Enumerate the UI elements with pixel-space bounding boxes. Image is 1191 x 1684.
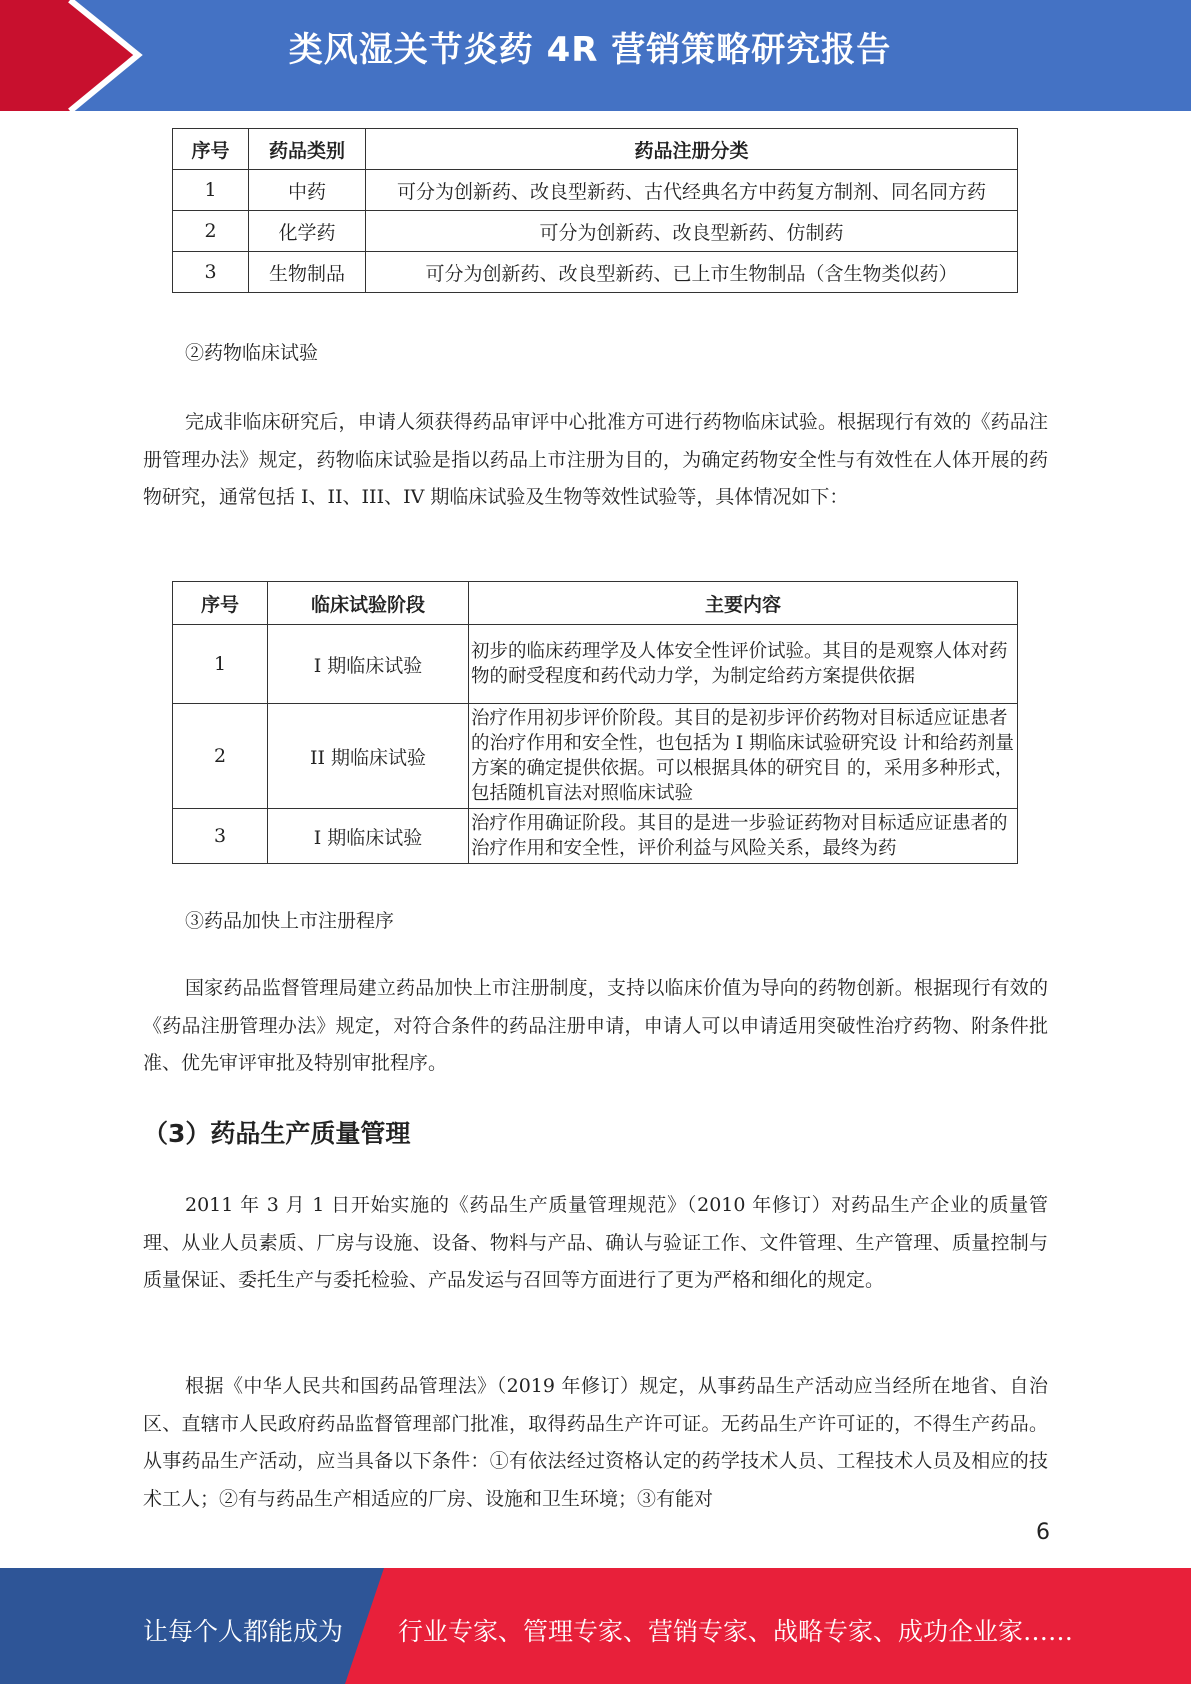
table-cell: 初步的临床药理学及人体安全性评价试验。其目的是观察人体对药物的耐受程度和药代动力学，为制定给药方案提供依据: [469, 625, 1018, 704]
table-row: [173, 252, 1018, 293]
clinical-trials-subheading: ②药物临床试验: [185, 342, 319, 364]
clinical-trials-paragraph: 完成非临床研究后，申请人须获得药品审评中心批准方可进行药物临床试验。根据现行有效的《药品注册管理办法》规定，药物临床试验是指以药品上市注册为目的，为确定药物安全性与有效性在人体开展的药物研究，通常包括 I、II、III、IV 期临床试验及生物等效性试验等，具体情况如下：: [143, 411, 1048, 508]
drug-registration-table: [172, 128, 1018, 293]
column-header: 药品类别: [249, 129, 366, 170]
table-cell: 生物制品: [249, 252, 366, 293]
clinical-trial-phases-table: [172, 581, 1018, 864]
column-header: 临床试验阶段: [268, 582, 469, 625]
column-header: 序号: [173, 582, 268, 625]
column-header: 主要内容: [469, 582, 1018, 625]
table-cell: 2: [173, 704, 268, 809]
table-cell: II 期临床试验: [268, 704, 469, 809]
table-cell: 可分为创新药、改良型新药、仿制药: [366, 211, 1018, 252]
page-number: 6: [1036, 1520, 1050, 1545]
drug-law-paragraph: 根据《中华人民共和国药品管理法》（2019 年修订）规定，从事药品生产活动应当经所在地省、自治区、直辖市人民政府药品监督管理部门批准，取得药品生产许可证。无药品生产许可证的，不得生产药品。从事药品生产活动，应当具备以下条件：①有依法经过资格认定的药学技术人员、工程技术人员及相应的技术工人；②有与药品生产相适应的厂房、设施和卫生环境；③有能对: [143, 1375, 1048, 1510]
column-header: 药品注册分类: [366, 129, 1018, 170]
table-cell: I 期临床试验: [268, 809, 469, 864]
page-footer: [0, 1568, 1191, 1684]
table-cell: 可分为创新药、改良型新药、古代经典名方中药复方制剂、同名同方药: [366, 170, 1018, 211]
fast-track-paragraph: 国家药品监督管理局建立药品加快上市注册制度，支持以临床价值为导向的药物创新。根据现行有效的《药品注册管理办法》规定，对符合条件的药品注册申请，申请人可以申请适用突破性治疗药物、附条件批准、优先审评审批及特别审批程序。: [143, 977, 1048, 1074]
gmp-paragraph: 2011 年 3 月 1 日开始实施的《药品生产质量管理规范》（2010 年修订）对药品生产企业的质量管理、从业人员素质、厂房与设施、设备、物料与产品、确认与验证工作、文件管理、生产管理、质量控制与质量保证、委托生产与委托检验、产品发运与召回等方面进行了更为严格和细化的规定。: [143, 1194, 1048, 1291]
fast-track-subheading: ③药品加快上市注册程序: [185, 910, 395, 932]
column-header: 序号: [173, 129, 249, 170]
table-header-row: [173, 582, 1018, 625]
section-heading: （3）药品生产质量管理: [143, 1119, 411, 1148]
table-header-row: [173, 129, 1018, 170]
table-cell: 中药: [249, 170, 366, 211]
table-row: [173, 809, 1018, 864]
table-cell: I 期临床试验: [268, 625, 469, 704]
footer-slogan-left: 让每个人都能成为: [143, 1617, 344, 1646]
table-cell: 1: [173, 625, 268, 704]
table-row: [173, 170, 1018, 211]
table-row: [173, 625, 1018, 704]
page-header: [0, 0, 1191, 111]
table-row: [173, 211, 1018, 252]
table-cell: 治疗作用确证阶段。其目的是进一步验证药物对目标适应证患者的治疗作用和安全性，评价利益与风险关系，最终为药: [469, 809, 1018, 864]
header-arrow-decoration: [0, 0, 160, 111]
table-row: [173, 704, 1018, 809]
table-cell: 治疗作用初步评价阶段。其目的是初步评价药物对目标适应证患者的治疗作用和安全性，也包括为 I 期临床试验研究设 计和给药剂量方案的确定提供依据。可以根据具体的研究目 的，采用多种形式，包括随机盲法对照临床试验: [469, 704, 1018, 809]
table-cell: 3: [173, 809, 268, 864]
table-cell: 1: [173, 170, 249, 211]
table-cell: 化学药: [249, 211, 366, 252]
table-cell: 2: [173, 211, 249, 252]
report-title: 类风湿关节炎药 4R 营销策略研究报告: [288, 30, 892, 70]
footer-slogan-right: 行业专家、管理专家、营销专家、战略专家、成功企业家……: [398, 1617, 1074, 1646]
table-cell: 3: [173, 252, 249, 293]
table-cell: 可分为创新药、改良型新药、已上市生物制品（含生物类似药）: [366, 252, 1018, 293]
